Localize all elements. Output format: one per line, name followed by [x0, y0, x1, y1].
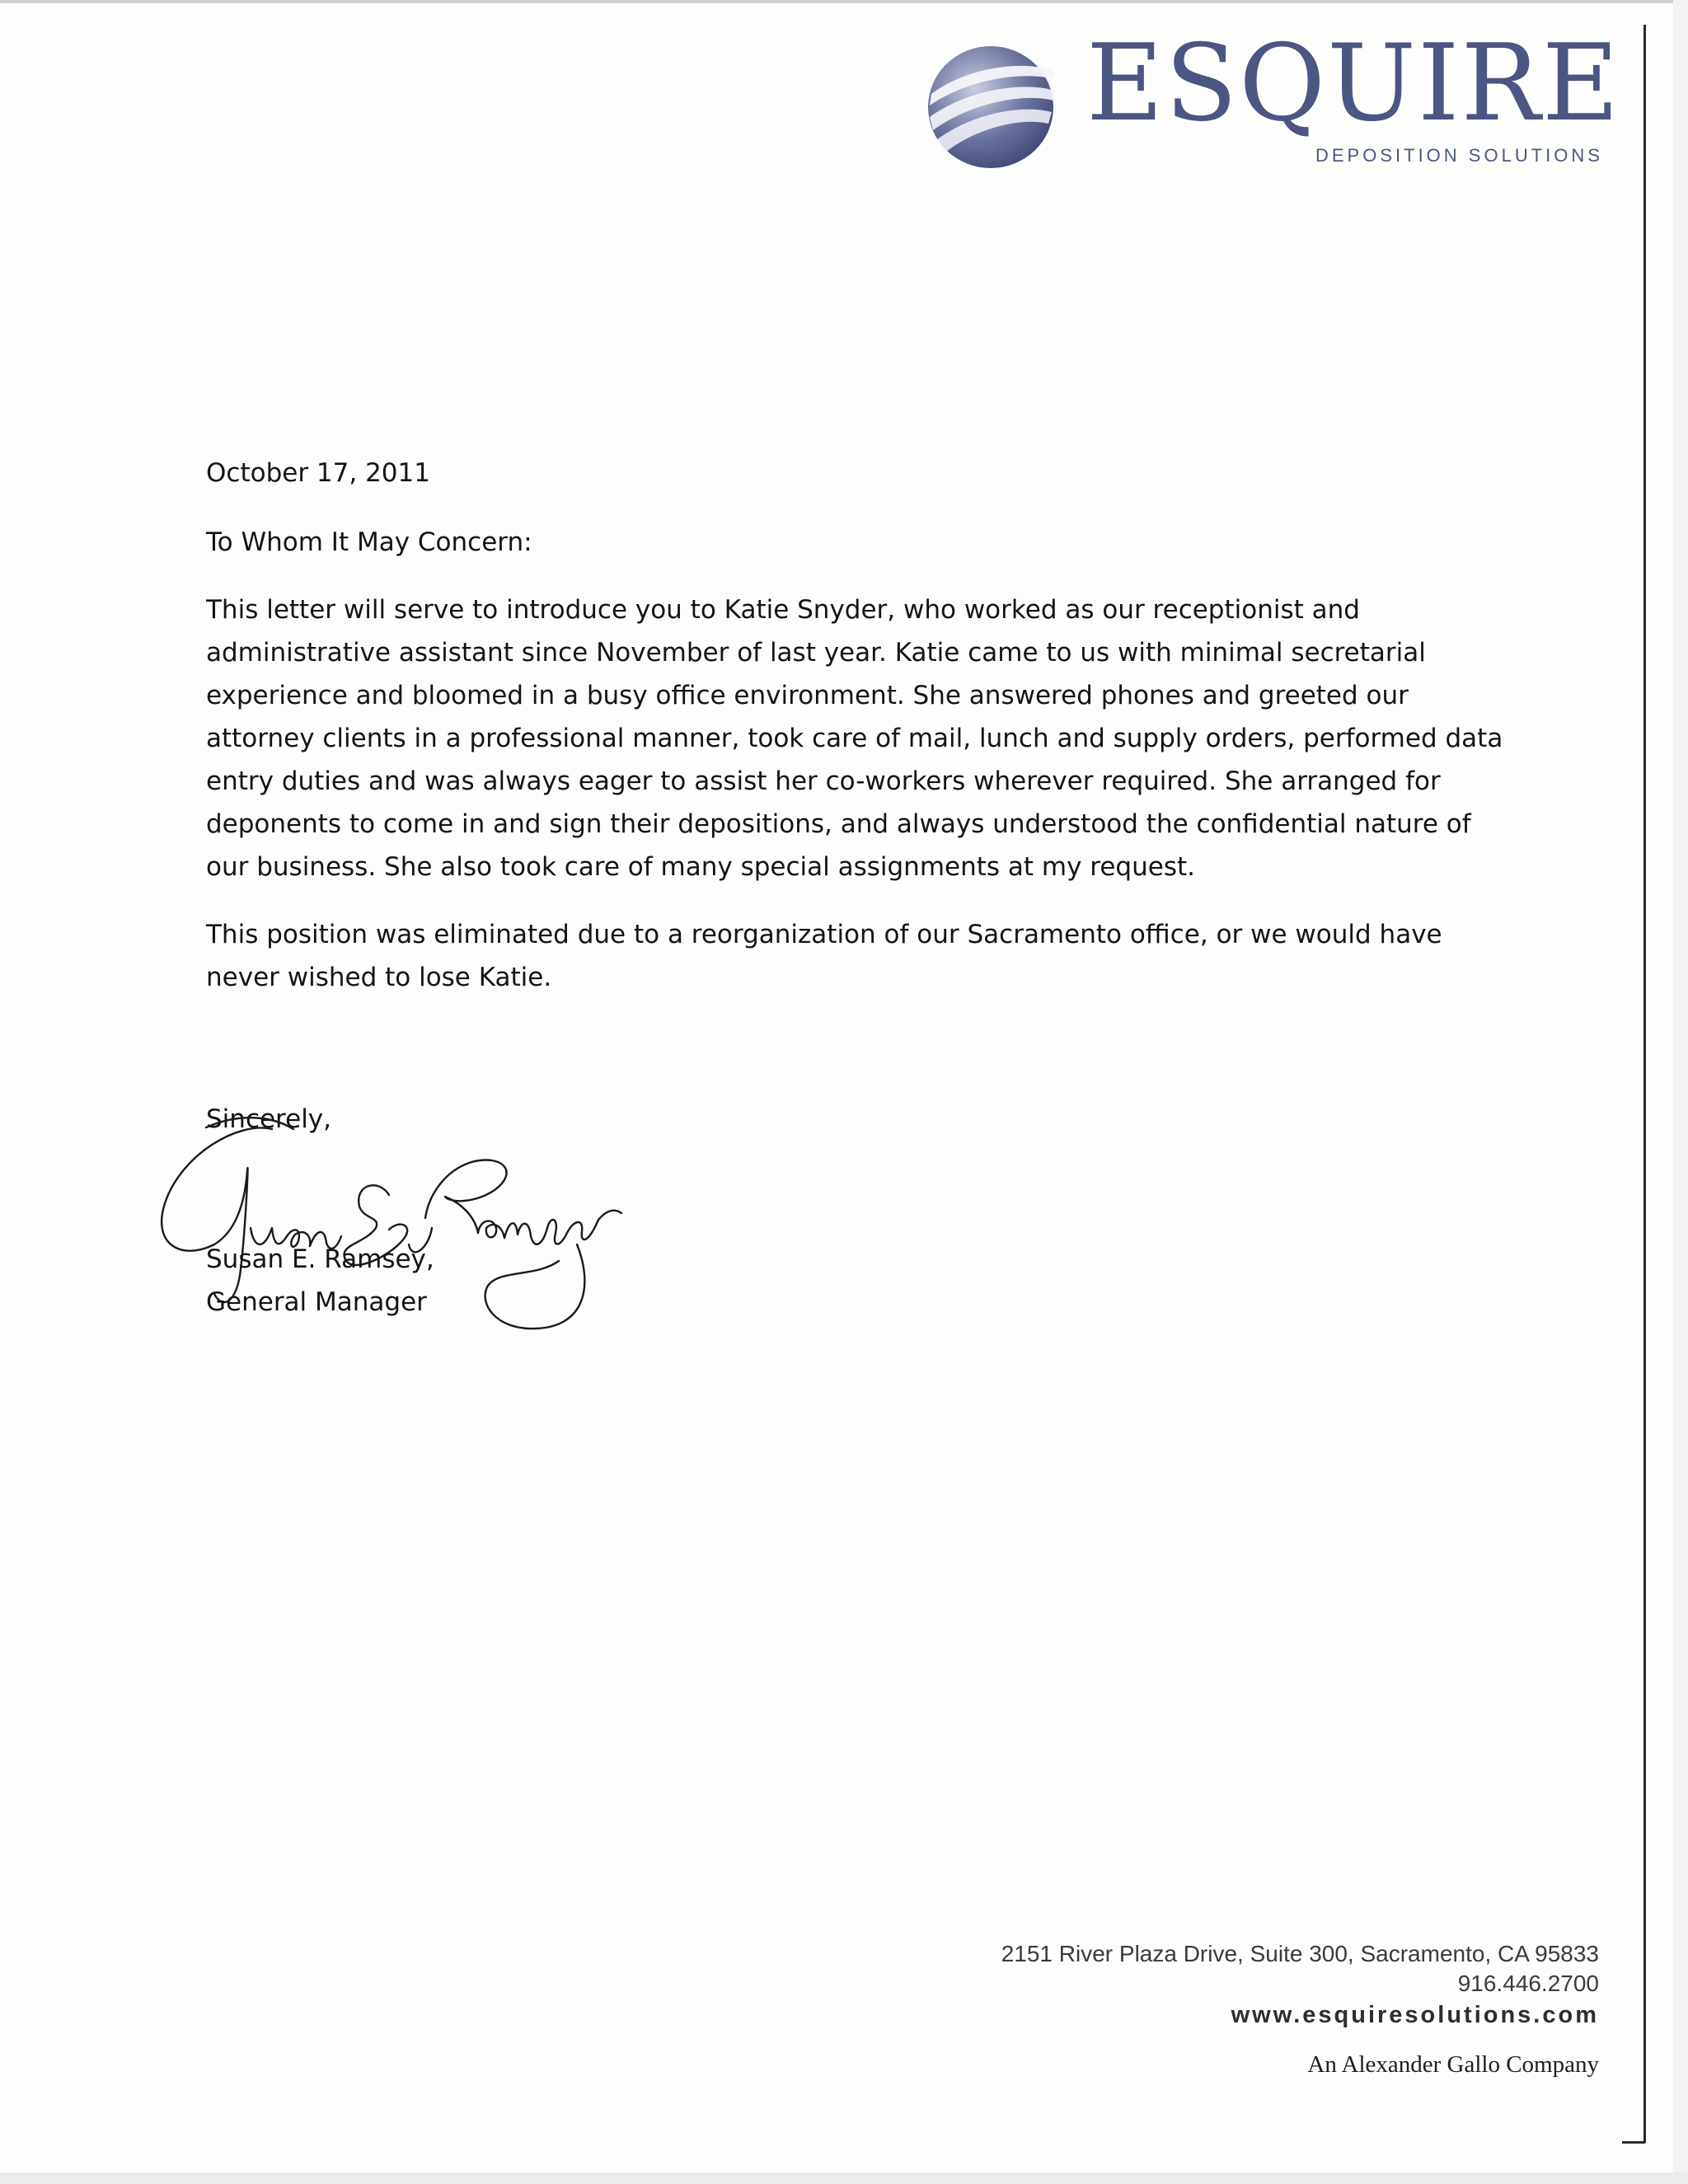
- scan-edge-right: [1673, 0, 1688, 2184]
- scan-edge-bottom: [0, 2172, 1688, 2184]
- letter-salutation: To Whom It May Concern:: [206, 527, 532, 557]
- scan-edge-top: [0, 0, 1688, 3]
- paper-edge-tick: [1622, 2141, 1645, 2144]
- brand-wordmark: ESQUIRE: [1086, 22, 1621, 145]
- signer-title: General Manager: [206, 1287, 427, 1317]
- letter-closing: Sincerely,: [206, 1104, 332, 1134]
- paper-edge-line: [1643, 25, 1646, 2143]
- footer-address: 2151 River Plaza Drive, Suite 300, Sacramento, CA 95833: [1001, 1941, 1599, 1966]
- signer-block: [206, 1238, 434, 1324]
- letter-paragraph: This letter will serve to introduce you to Katie Snyder, who worked as our receptionist and administrative assistant since November of last year. Katie came to us with minimal secretarial experience and bloomed in a busy office environment. She answered phones and greeted our attorney clients in a professional manner, took care of mail, lunch and supply orders, performed data entry duties and was always eager to assist her co-workers wherever required. She arranged for deponents to come in and sign their depositions, and always understood the confidential nature of our business. She also took care of many special assignments at my request.: [206, 595, 1503, 882]
- brand-tagline: DEPOSITION SOLUTIONS: [1315, 145, 1603, 166]
- footer-website: www.esquiresolutions.com: [1231, 2002, 1599, 2028]
- globe-icon: [925, 43, 1057, 171]
- footer-phone: 916.446.2700: [1457, 1971, 1599, 1996]
- footer-company: An Alexander Gallo Company: [1307, 2051, 1599, 2078]
- letter-paragraph: This position was eliminated due to a reorganization of our Sacramento office, or we would have never wished to lose Katie.: [206, 920, 1442, 992]
- letterhead-logo: [923, 22, 1621, 178]
- letterhead-footer: [1001, 1939, 1599, 2079]
- signer-name: Susan E. Ramsey,: [206, 1244, 434, 1274]
- letter-date: October 17, 2011: [206, 458, 430, 488]
- letter-body: [206, 452, 1508, 1024]
